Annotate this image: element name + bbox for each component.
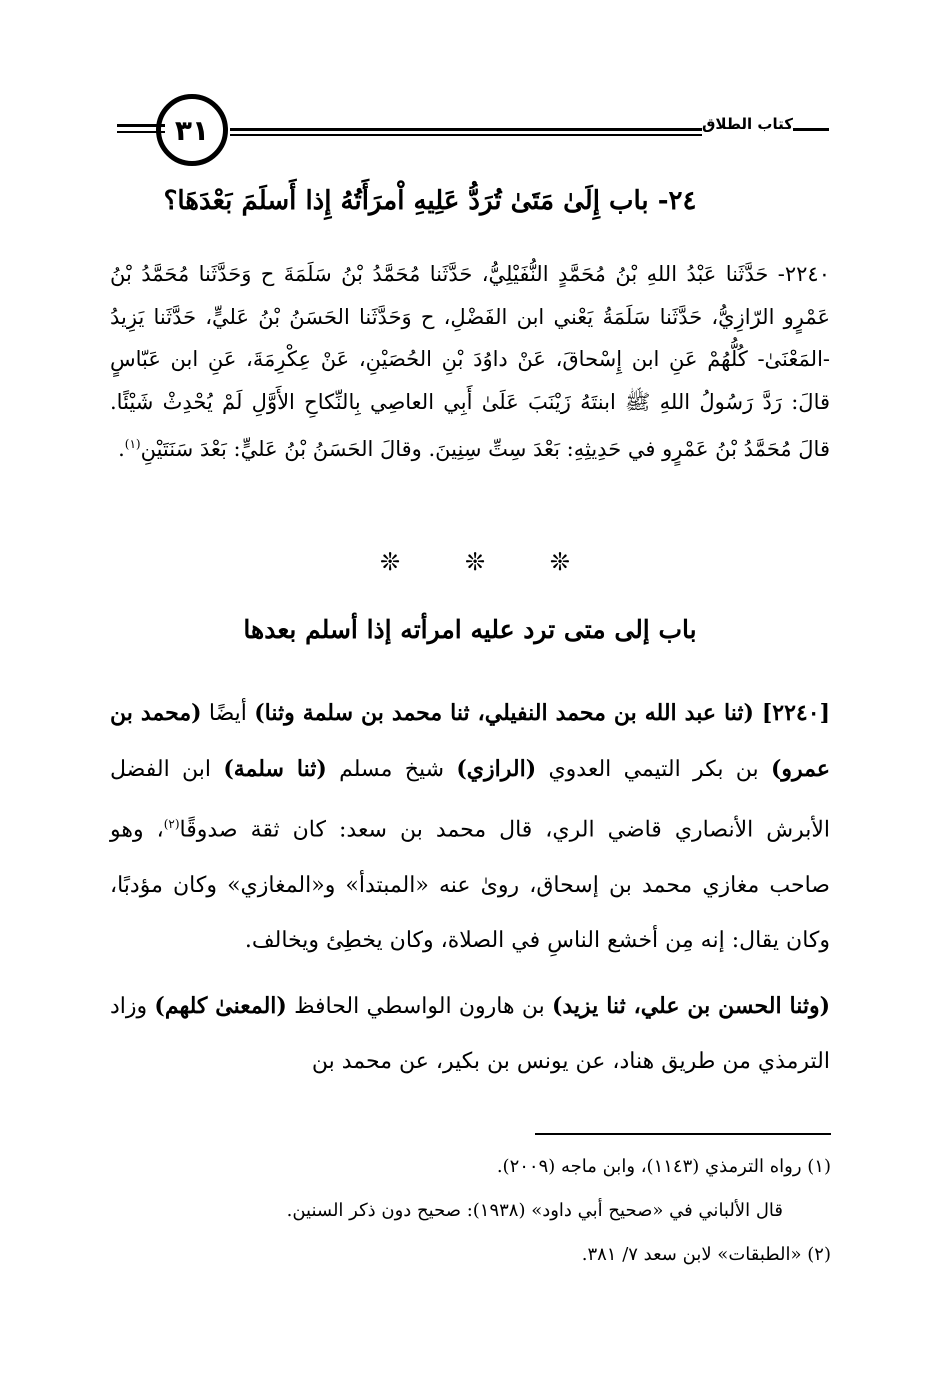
star-ornament: ❊: [380, 548, 401, 576]
commentary-bold: (المعنىٰ كلهم): [154, 992, 287, 1019]
commentary-bold: (وثنا الحسن بن علي، ثنا يزيد): [551, 992, 830, 1019]
commentary-body: [110, 686, 830, 1100]
footnote-1-continued: قال الألباني في «صحيح أبي داود» (١٩٣٨): صحيح دون ذكر السنين.: [286, 1200, 783, 1221]
page-number-text: ٣١: [174, 113, 210, 147]
star-ornament: ❊: [464, 548, 486, 576]
commentary-text: بن هارون الواسطي الحافظ: [286, 993, 552, 1019]
header-rule: [230, 128, 702, 131]
footnotes: [200, 1145, 831, 1277]
commentary-text: بن بكر التيمي العدوي: [536, 756, 771, 782]
commentary-text: أيضًا: [201, 701, 255, 726]
footnote-ref: (٢): [163, 817, 180, 831]
hadith-end: .: [118, 437, 125, 461]
commentary-bold: (ثنا سلمة): [223, 755, 327, 782]
commentary-paragraph: [110, 979, 830, 1090]
commentary-bold: (محمد بن عمرو): [110, 700, 830, 782]
hadith-text: [110, 253, 830, 471]
header-rule: [230, 134, 702, 136]
header-rule: [793, 128, 829, 131]
footnote-separator: [535, 1133, 831, 1135]
hadith-body: ٢٢٤٠- حَدَّثَنا عَبْدُ اللهِ بْنُ مُحَمَّدٍ النُّفَيْلِيُّ، حَدَّثَنا مُحَمَّدُ بْنُ سَلَمَةَ ح وَحَدَّثَنا مُحَمَّدُ بْنُ عَمْرٍو الرّازِيُّ، حَدَّثَنا سَلَمَةُ يَعْني ابن الفَضْلِ، ح وَحَدَّثَنا الحَسَنُ بْنُ عَليٍّ، حَدَّثَنا يَزِيدُ -المَعْنَىٰ- كُلُّهُمْ عَنِ ابن إِسْحاقَ، عَنْ داوُدَ بْنِ الحُصَيْنِ، عَنْ عِكْرِمَةَ، عَنِ ابن عَبّاسٍ قالَ: رَدَّ رَسُولُ اللهِ ﷺ ابنتَهُ زَيْنَبَ عَلَىٰ أَبِي العاصِي بِالنِّكاحِ الأَوَّلِ لَمْ يُحْدِثْ شَيْئًا. قالَ مُحَمَّدُ بْنُ عَمْرٍو في حَدِيثِهِ: بَعْدَ سِتِّ سِنِينَ. وقالَ الحَسَنُ بْنُ عَليٍّ: بَعْدَ سَنَتَيْنِ: [110, 262, 830, 461]
running-title: كتاب الطلاق: [702, 115, 793, 133]
commentary-title: باب إلى متى ترد عليه امرأته إذا أسلم بعدها: [243, 615, 697, 644]
commentary-text: ابن الفضل الأبرش الأنصاري قاضي الري، قال محمد بن سعد: كان ثقة صدوقًا: [110, 756, 831, 843]
commentary-text: ، وهو صاحب مغازي محمد بن إسحاق، روىٰ عنه «المبتدأ» و«المغازي» وكان مؤدبًا، وكان يقال: إنه مِن أخشع الناسِ في الصلاة، وكان يخطِئ ويخالف.: [110, 817, 830, 954]
commentary-bold: [٢٢٤٠] (ثنا عبد الله بن محمد النفيلي، ثنا محمد بن سلمة وثنا): [254, 700, 830, 726]
commentary-bold: (الرازي): [456, 755, 537, 782]
commentary-paragraph: [110, 686, 830, 969]
page-number: [156, 94, 228, 166]
footnote-1: (١) رواه الترمذي (١١٤٣)، وابن ماجه (٢٠٠٩).: [496, 1156, 831, 1177]
chapter-title: ٢٤- باب إِلَىٰ مَتَىٰ تُرَدُّ عَلِيهِ اْمرَأَتُهُ إِذا أَسلَمَ بَعْدَهَا؟: [163, 186, 697, 216]
commentary-text: شيخ مسلم: [326, 756, 457, 782]
footnote-2: (٢) «الطبقات» لابن سعد ٧/ ٣٨١.: [581, 1244, 831, 1265]
footnote-ref: (١): [124, 437, 141, 451]
commentary-text: وزاد الترمذي من طريق هناد، عن يونس بن بكير، عن محمد بن: [110, 993, 830, 1075]
star-ornament: ❊: [549, 548, 570, 576]
section-divider: [380, 548, 570, 576]
